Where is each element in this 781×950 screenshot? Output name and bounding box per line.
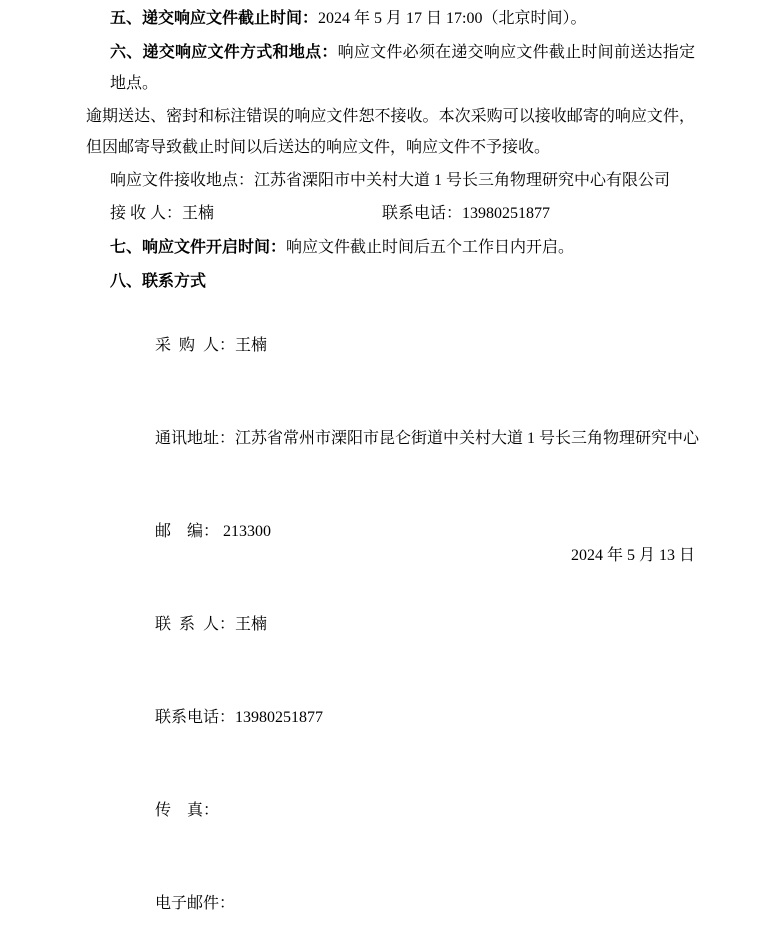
receiver-value: 王楠 — [182, 205, 215, 222]
contact-label: 联 系 人： — [155, 616, 236, 633]
contact-row — [131, 857, 695, 950]
section-six-body: 逾期送达、密封和标注错误的响应文件恕不接收。本次采购可以接收邮寄的响应文件，但因邮寄导致截止时间以后送达的响应文件，响应文件不予接收。 — [86, 108, 695, 156]
contact-value: 213300 — [219, 523, 272, 540]
contact-label: 通讯地址： — [155, 430, 236, 447]
contact-label: 邮 编： — [155, 523, 220, 540]
section-five-title: 递交响应文件截止时间： — [142, 10, 319, 27]
section-six-value: 响应文件必须在递交响应文件截止时间前送达指定地点。 — [110, 44, 695, 92]
contact-value: 13980251877 — [235, 709, 324, 726]
receiver-line — [86, 198, 695, 229]
contact-value: 王楠 — [235, 616, 268, 633]
document-page — [0, 3, 781, 912]
section-seven — [86, 232, 695, 263]
contact-row — [131, 671, 695, 764]
contact-row — [131, 764, 695, 857]
receive-location: 响应文件接收地点：江苏省溧阳市中关村大道 1 号长三角物理研究中心有限公司 — [110, 172, 671, 189]
contact-row — [131, 299, 695, 392]
contact-label: 联系电话： — [155, 709, 236, 726]
contact-label: 传 真： — [155, 802, 220, 819]
contact-list — [86, 299, 700, 950]
phone-value: 13980251877 — [462, 205, 551, 222]
phone-label: 联系电话： — [382, 205, 463, 222]
contact-row — [131, 578, 695, 671]
section-eight-title: 联系方式 — [142, 273, 207, 290]
footer-date: 2024 年 5 月 13 日 — [570, 547, 695, 564]
contact-value: 江苏省常州市溧阳市昆仑街道中关村大道 1 号长三角物理研究中心 — [235, 430, 700, 447]
section-five-value: 2024 年 5 月 17 日 17:00（北京时间）。 — [318, 10, 587, 27]
section-seven-number: 七、 — [110, 239, 143, 256]
section-six-title: 递交响应文件方式和地点： — [142, 44, 338, 61]
section-eight-number: 八、 — [110, 273, 143, 290]
section-seven-title: 响应文件开启时间： — [142, 239, 287, 256]
section-seven-value: 响应文件截止时间后五个工作日内开启。 — [286, 239, 575, 256]
contact-label: 采 购 人： — [155, 337, 236, 354]
section-six — [86, 37, 695, 99]
receiver-label: 接 收 人： — [110, 205, 183, 222]
section-six-number: 六、 — [110, 44, 143, 61]
contact-label: 电子邮件： — [155, 895, 236, 912]
section-five-number: 五、 — [110, 10, 143, 27]
contact-row — [131, 392, 700, 485]
section-five — [86, 3, 695, 34]
section-eight — [86, 266, 695, 297]
contact-value: 王楠 — [235, 337, 268, 354]
